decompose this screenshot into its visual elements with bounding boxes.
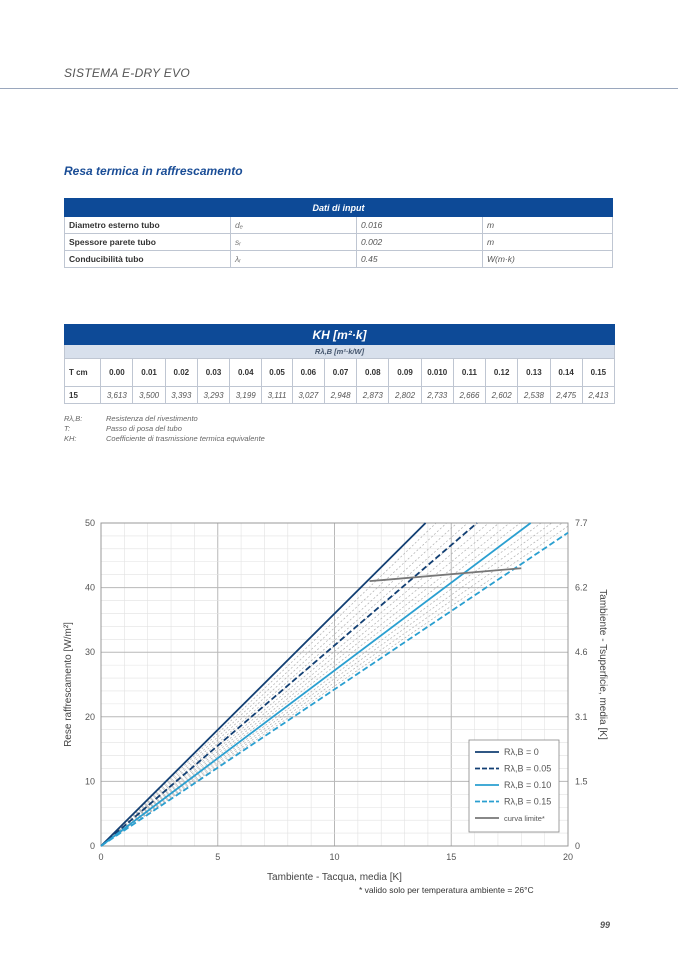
note-row (64, 414, 265, 424)
x-tick-label: 0 (98, 852, 104, 862)
kh-value-cell: 2,873 (357, 387, 389, 404)
y2-tick-label: 0 (575, 841, 581, 851)
intermediate-curve (101, 523, 447, 846)
kh-values-row (65, 387, 615, 404)
kh-column-header: 0.07 (324, 359, 356, 387)
kh-column-header: 0.08 (357, 359, 389, 387)
series-line (101, 523, 426, 846)
kh-value-cell: 2,538 (518, 387, 550, 404)
kh-value-cell: 2,602 (486, 387, 518, 404)
note-text: Coefficiente di trasmissione termica equivalente (106, 434, 265, 443)
kh-column-header: 0.00 (101, 359, 133, 387)
row-unit: m (483, 217, 613, 234)
note-row (64, 424, 265, 434)
y2-tick-label: 7.7 (575, 518, 588, 528)
page-number: 99 (600, 920, 611, 930)
kh-column-header: 0.06 (292, 359, 324, 387)
kh-value-cell: 2,948 (324, 387, 356, 404)
kh-value-cell: 3,111 (262, 387, 292, 404)
y-axis-label: Rese raffrescamento [W/m²] (63, 622, 74, 747)
y-tick-label: 30 (84, 647, 95, 658)
kh-column-header: 0.14 (550, 359, 582, 387)
kh-value-cell: 2,802 (389, 387, 421, 404)
intermediate-curve (101, 523, 489, 846)
note-text: Passo di posa del tubo (106, 424, 182, 433)
note-key: T: (64, 424, 71, 433)
y-tick-label: 10 (84, 776, 95, 787)
kh-column-header: 0.11 (453, 359, 485, 387)
kh-column-header: 0.15 (582, 359, 614, 387)
kh-value-cell: 3,500 (133, 387, 165, 404)
header-divider (0, 88, 678, 89)
row-label: Conducibilità tubo (65, 251, 231, 268)
kh-column-header: 0.09 (389, 359, 421, 387)
table-row (65, 217, 613, 234)
input-table-title: Dati di input (65, 199, 613, 217)
kh-value-cell: 2,413 (582, 387, 614, 404)
row-value: 0.45 (357, 251, 483, 268)
section-title: Resa termica in raffrescamento (64, 164, 243, 178)
series-line (101, 523, 531, 846)
intermediate-curve (101, 523, 436, 846)
y-tick-label: 20 (84, 711, 95, 722)
y-tick-label: 50 (84, 518, 95, 528)
intermediate-curve (101, 523, 457, 846)
note-row (64, 434, 265, 444)
row-unit: m (483, 234, 613, 251)
x-axis-label: Tambiente - Tacqua, media [K] (267, 872, 402, 883)
chart-footnote: * valido solo per temperatura ambiente = 26°C (359, 885, 534, 895)
kh-table (64, 324, 615, 404)
row-unit: W(m·k) (483, 251, 613, 268)
kh-column-header: 0.05 (262, 359, 292, 387)
legend-label: Rλ,B = 0 (504, 747, 539, 757)
y2-tick-label: 4.6 (575, 647, 588, 658)
legend-label: curva limite* (504, 814, 545, 823)
row-label: Spessore parete tubo (65, 234, 231, 251)
y2-tick-label: 3.1 (575, 711, 588, 722)
kh-table-title: KH [m²·k] (65, 325, 615, 345)
table-row (65, 234, 613, 251)
input-data-table (64, 198, 613, 268)
note-text: Resistenza del rivestimento (106, 414, 198, 423)
kh-column-header: 0.02 (165, 359, 197, 387)
kh-value-cell: 3,027 (292, 387, 324, 404)
document-header-title: SISTEMA E-DRY EVO (64, 66, 191, 80)
y2-tick-label: 1.5 (575, 776, 588, 787)
kh-table-subtitle: Rλ,B [m²·k/W] (65, 345, 615, 359)
intermediate-curve (101, 523, 468, 846)
row-symbol: λᵣ (231, 251, 357, 268)
note-key: Rλ,B: (64, 414, 83, 423)
legend-label: Rλ,B = 0.05 (504, 763, 552, 774)
y-tick-label: 0 (89, 841, 95, 851)
kh-value-cell: 3,293 (197, 387, 229, 404)
intermediate-curve (101, 523, 510, 846)
row-label: Diametro esterno tubo (65, 217, 231, 234)
row-value: 0.002 (357, 234, 483, 251)
table-row (65, 251, 613, 268)
kh-header-row (65, 359, 615, 387)
x-tick-label: 5 (215, 852, 221, 862)
kh-column-header: 0.13 (518, 359, 550, 387)
table-notes (64, 414, 265, 444)
kh-value-cell: 2,733 (421, 387, 453, 404)
intermediate-curve (101, 523, 499, 846)
kh-column-header: 0.01 (133, 359, 165, 387)
legend-label: Rλ,B = 0.15 (504, 796, 552, 807)
kh-value-cell: 2,475 (550, 387, 582, 404)
y2-axis-label: Tambiente - Tsuperficie, media [K] (597, 589, 608, 740)
x-tick-label: 10 (329, 852, 340, 862)
legend-label: Rλ,B = 0.10 (504, 780, 552, 790)
y-tick-label: 40 (84, 582, 95, 593)
kh-value-cell: 2,666 (453, 387, 485, 404)
kh-value-cell: 3,613 (101, 387, 133, 404)
intermediate-curve (101, 523, 520, 846)
row-symbol: sᵣ (231, 234, 357, 251)
t-cm-header: T cm (65, 359, 101, 387)
kh-column-header: 0.04 (230, 359, 262, 387)
series-line (101, 523, 477, 846)
t-value: 15 (65, 387, 101, 404)
cooling-output-chart (55, 510, 615, 885)
x-tick-label: 15 (446, 852, 457, 862)
kh-column-header: 0.03 (197, 359, 229, 387)
x-tick-label: 20 (562, 852, 574, 862)
row-value: 0.016 (357, 217, 483, 234)
kh-value-cell: 3,393 (165, 387, 197, 404)
note-key: KH: (64, 434, 77, 443)
kh-column-header: 0.12 (486, 359, 518, 387)
kh-value-cell: 3,199 (230, 387, 262, 404)
kh-column-header: 0.010 (421, 359, 453, 387)
y2-tick-label: 6.2 (575, 582, 588, 593)
row-symbol: dₑ (231, 217, 357, 234)
